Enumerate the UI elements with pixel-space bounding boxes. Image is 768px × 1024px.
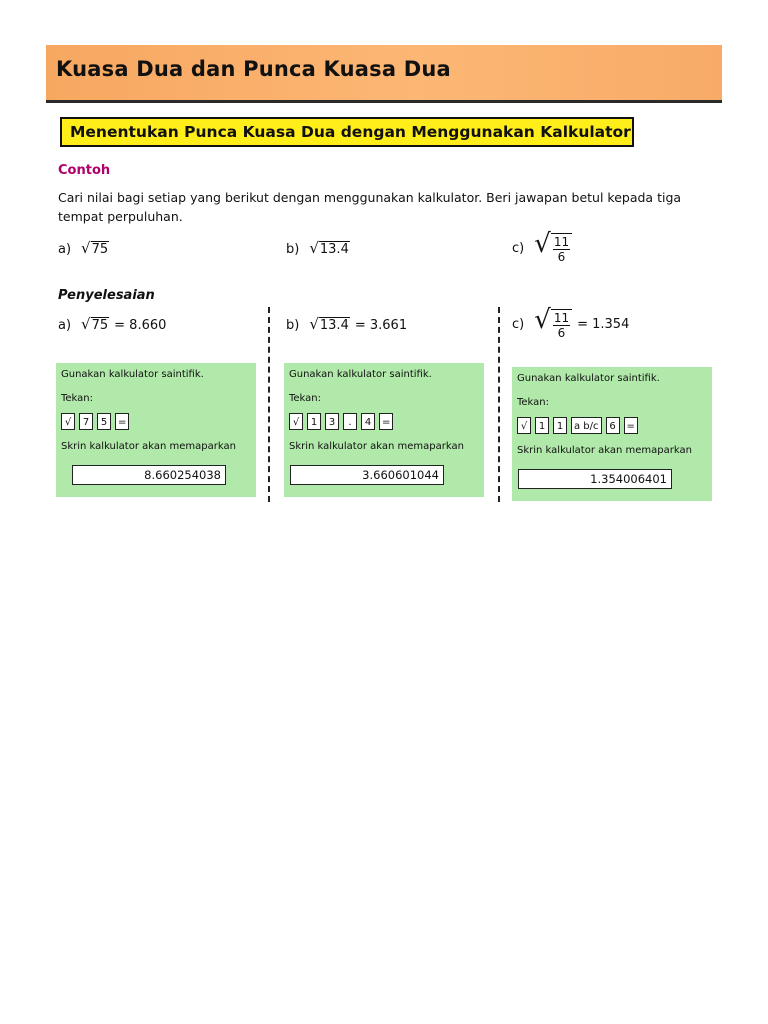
key-sequence (61, 413, 129, 430)
press-label: Tekan: (289, 393, 322, 404)
section-title: Menentukan Punca Kuasa Dua dengan Menggunakan Kalkulator (70, 123, 631, 141)
textbook-page (46, 45, 722, 507)
fraction-key: a b/c (571, 417, 602, 434)
question-label: c) (512, 241, 525, 256)
calculator-key: 3 (325, 413, 339, 430)
example-label: Contoh (58, 163, 111, 178)
radicand: 13.4 (319, 318, 349, 333)
radical-sign: √ (309, 239, 319, 257)
denominator: 6 (557, 250, 566, 264)
page-title: Kuasa Dua dan Punca Kuasa Dua (56, 57, 451, 81)
use-calculator-text: Gunakan kalkulator saintifik. (517, 373, 660, 384)
numerator: 11 (553, 235, 570, 249)
calculator-panel-c (512, 367, 712, 501)
calculator-panel-a (56, 363, 256, 497)
equals-key: = (115, 413, 129, 430)
decimal-key: . (343, 413, 357, 430)
title-banner (46, 45, 722, 103)
answer-c (512, 305, 630, 340)
sqrt-key: √ (61, 413, 75, 430)
question-label: a) (58, 241, 72, 257)
screen-label: Skrin kalkulator akan memaparkan (517, 445, 692, 456)
answer-b (286, 317, 407, 333)
calculator-display: 8.660254038 (72, 465, 226, 485)
calculator-key: 1 (307, 413, 321, 430)
equals-key: = (379, 413, 393, 430)
radicand: 75 (91, 242, 109, 257)
radical-sign: √ (534, 229, 551, 259)
fraction (553, 311, 570, 340)
answer-label: b) (286, 317, 300, 333)
calculator-display: 1.354006401 (518, 469, 672, 489)
instruction-text: Cari nilai bagi setiap yang berikut dengan menggunakan kalkulator. Beri jawapan betul kepada tiga tempat perpuluhan. (58, 190, 682, 224)
answer-a (58, 317, 166, 333)
question-a (58, 241, 109, 257)
sqrt-key: √ (517, 417, 531, 434)
answer-result: = 3.661 (354, 317, 408, 333)
denominator: 6 (557, 326, 566, 340)
calculator-key: 7 (79, 413, 93, 430)
calculator-display: 3.660601044 (290, 465, 444, 485)
calculator-key: 1 (553, 417, 567, 434)
radicand: 75 (91, 318, 109, 333)
calculator-panel-b (284, 363, 484, 497)
radical-sign: √ (534, 305, 551, 335)
sqrt-expression (81, 317, 109, 333)
numerator: 11 (553, 311, 570, 325)
answer-result: = 8.660 (114, 317, 167, 333)
sqrt-expression (309, 241, 350, 257)
answer-label: c) (512, 317, 525, 332)
column-divider (498, 307, 500, 502)
sqrt-expression (309, 317, 350, 333)
answer-label: a) (58, 317, 72, 333)
sqrt-key: √ (289, 413, 303, 430)
calculator-key: 1 (535, 417, 549, 434)
press-label: Tekan: (517, 397, 550, 408)
screen-label: Skrin kalkulator akan memaparkan (289, 441, 464, 452)
fraction (553, 235, 570, 264)
radicand: 13.4 (319, 242, 349, 257)
question-b (286, 241, 350, 257)
key-sequence (517, 417, 638, 434)
sqrt-fraction-expression (534, 229, 572, 264)
sqrt-expression (81, 241, 109, 257)
sqrt-fraction-expression (534, 305, 572, 340)
answer-result: = 1.354 (577, 317, 630, 332)
equals-key: = (624, 417, 638, 434)
radical-sign: √ (81, 315, 91, 333)
key-sequence (289, 413, 393, 430)
radical-sign: √ (81, 239, 91, 257)
question-label: b) (286, 241, 300, 257)
press-label: Tekan: (61, 393, 94, 404)
section-title-box (60, 117, 634, 147)
use-calculator-text: Gunakan kalkulator saintifik. (61, 369, 204, 380)
screen-label: Skrin kalkulator akan memaparkan (61, 441, 236, 452)
use-calculator-text: Gunakan kalkulator saintifik. (289, 369, 432, 380)
column-divider (268, 307, 270, 502)
calculator-key: 6 (606, 417, 620, 434)
radical-sign: √ (309, 315, 319, 333)
calculator-key: 4 (361, 413, 375, 430)
question-c (512, 229, 572, 264)
solution-label: Penyelesaian (58, 288, 155, 303)
calculator-key: 5 (97, 413, 111, 430)
